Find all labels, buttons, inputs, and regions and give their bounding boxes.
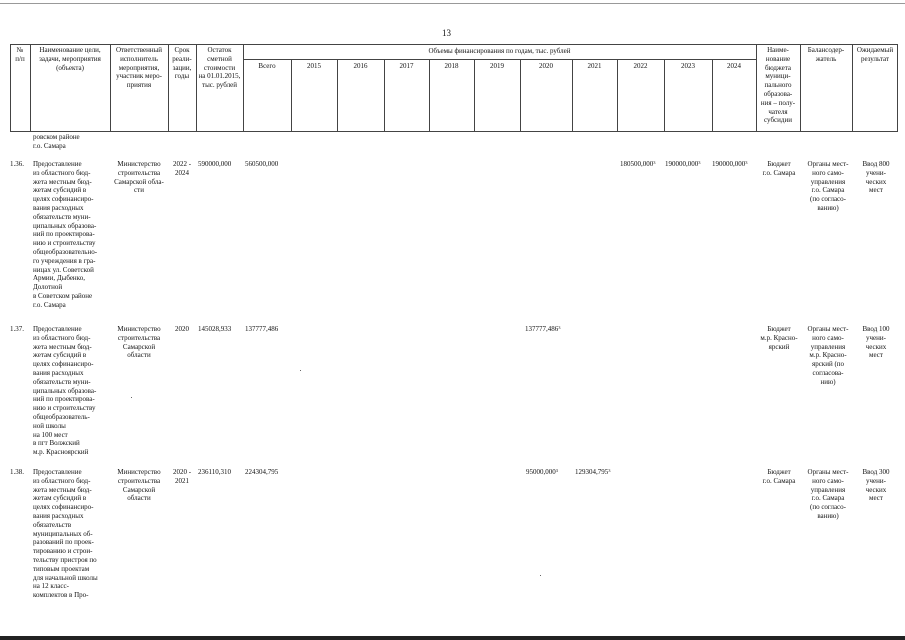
continuation-text: ровском районе г.о. Самара [33, 133, 80, 150]
row-num: 1.37. [10, 325, 24, 333]
header-result: Ожидаемый результат [856, 46, 894, 63]
row-result: Ввод 300 учени- ческих мест [862, 468, 890, 503]
row-name: Предоставление из областного бюд- жета местным бюд- жетам субсидий в целях софинансиро- вания расходных обязательств муни- ципальных образова- ний по проектирова- нию и строительству общеобразовательно- го учреждения в гра- ницах ул. Советской Армии, Дыбенко, Долотной в Советском районе г.о. Самара [33, 160, 98, 309]
header-name: Наименование цели, задачи, мероприятия (объекта) [39, 46, 101, 72]
row-name: Предоставление из областного бюд- жета местным бюд- жетам субсидий в целях софинансиро- вания расходных обязательств муниципальных об- разований по проек- тированию и строи- тельству пристроя по типовым проектам для начальной школы на 12 класс- комплектов в Про- [33, 468, 98, 600]
row-2022: 180500,000$^3$ [620, 160, 656, 168]
header-period: Срок реали- зации, годы [172, 46, 192, 81]
row-responsible: Министерство строительства Самарской обла- сти [114, 160, 164, 195]
row-period: 2020 [175, 325, 189, 333]
header-financing-divider [243, 59, 756, 60]
header-total: Всего [258, 62, 276, 70]
row-budget: Бюджет м.р. Красно- ярский [760, 325, 798, 351]
scan-speck [540, 575, 541, 576]
row-num: 1.38. [10, 468, 24, 476]
header-year: 2017 [399, 62, 414, 70]
row-remaining: 236110,310 [198, 468, 231, 476]
header-bottom-border [10, 131, 898, 132]
header-remaining: Остаток сметной стоимости на 01.01.2015, тыс. рублей [198, 46, 241, 90]
header-financing-title: Объемы финансирования по годам, тыс. рублей [428, 47, 571, 55]
row-remaining: 590000,000 [198, 160, 232, 168]
header-year: 2023 [681, 62, 695, 70]
row-2021: 129304,795$^3$ [575, 468, 611, 476]
row-2020: 137777,486$^3$ [525, 325, 561, 333]
row-total: 560500,000 [245, 160, 279, 168]
row-responsible: Министерство строительства Самарской области [117, 325, 161, 360]
row-holder: Органы мест- ного само- управления г.о. Самара (по согласо- ванию) [807, 160, 849, 212]
row-name: Предоставление из областного бюд- жета местным бюд- жетам субсидий в целях софинансиро- вания расходных обязательств муни- ципальных образова- ний по проектирова- нию и строительству общеобразователь- ной школы на 100 мест в пгт Волжский м.р. Красноярский [33, 325, 97, 457]
header-budget: Наиме- нование бюджета муници- пального образова- ния – полу- чателя субсидии [760, 46, 796, 125]
header-year: 2024 [727, 62, 741, 70]
header-year: 2021 [587, 62, 602, 70]
row-result: Ввод 800 учени- ческих мест [862, 160, 890, 195]
row-2024: 190000,000$^3$ [712, 160, 748, 168]
header-year: 2015 [307, 62, 321, 70]
header-holder: Балансодер- жатель [807, 46, 845, 63]
row-budget: Бюджет г.о. Самара [762, 160, 796, 177]
page-number: 13 [442, 28, 451, 38]
row-2023: 190000,000$^3$ [665, 160, 701, 168]
header-year: 2018 [444, 62, 459, 70]
row-period: 2020 - 2021 [172, 468, 192, 485]
row-total: 224304,795 [245, 468, 279, 476]
row-responsible: Министерство строительства Самарской области [117, 468, 161, 503]
header-year: 2019 [490, 62, 504, 70]
row-total: 137777,486 [245, 325, 279, 333]
row-result: Ввод 100 учени- ческих мест [862, 325, 890, 360]
col-line [243, 44, 244, 132]
header-responsible: Ответственный исполнитель мероприятия, участник меро- приятия [115, 46, 163, 90]
header-year: 2020 [539, 62, 553, 70]
header-year: 2022 [633, 62, 648, 70]
header-top-border [10, 44, 898, 45]
row-num: 1.36. [10, 160, 24, 168]
row-period: 2022 - 2024 [172, 160, 192, 177]
scan-speck [300, 370, 301, 371]
row-2020: 95000,000$^3$ [526, 468, 558, 476]
header-num: № п/п [15, 46, 25, 63]
row-remaining: 145028,933 [198, 325, 232, 333]
row-budget: Бюджет г.о. Самара [762, 468, 796, 485]
row-holder: Органы мест- ного само- управления м.р. Красно- ярский (по согласова- нию) [807, 325, 849, 386]
scan-speck [131, 397, 132, 398]
row-holder: Органы мест- ного само- управления г.о. Самара (по согласо- ванию) [807, 468, 849, 520]
scan-bottom-edge [0, 636, 905, 640]
header-year: 2016 [353, 62, 368, 70]
scan-top-edge [0, 3, 905, 4]
